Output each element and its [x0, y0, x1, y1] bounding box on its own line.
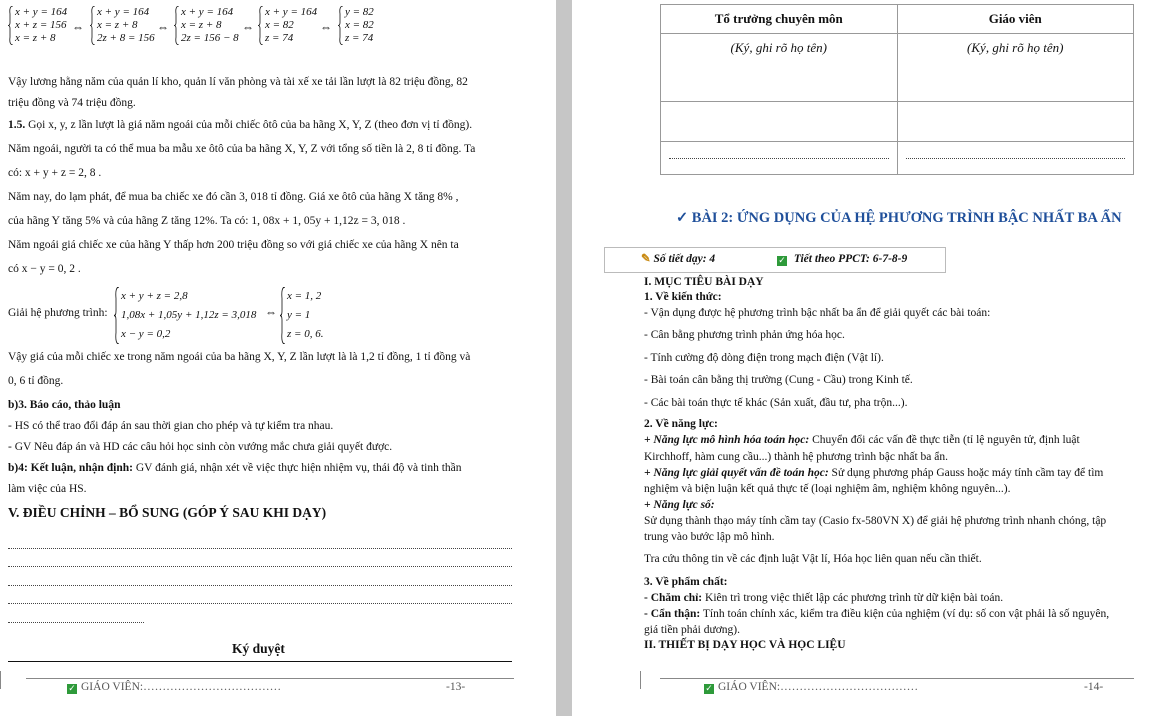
equation-system-2: x + y = 164 x = z + 8 2z + 8 = 156	[90, 6, 155, 45]
competency-label: + Năng lực giải quyết vấn đề toán học:	[644, 467, 829, 479]
paragraph-line: Sử dụng thành thạo máy tính cầm tay (Casio fx-580VN X) để giải hệ phương trình nhanh chóng, tập	[644, 515, 1107, 527]
equivalence-symbol: ⇔	[265, 305, 277, 319]
rule-line	[8, 661, 512, 662]
brace-icon	[258, 6, 263, 45]
checkbox-icon: ✓	[778, 256, 786, 266]
dotted-line	[8, 603, 512, 604]
section-heading: b)3. Báo cáo, thảo luận	[8, 399, 121, 411]
paragraph-line: - Chăm chỉ: Kiên trì trong việc thiết lập các phương trình từ dữ kiện bài toán.	[644, 592, 1004, 604]
dotted-line	[8, 566, 512, 567]
section-heading: V. ĐIỀU CHỈNH – BỔ SUNG (GÓP Ý SAU KHI DẠY)	[8, 505, 327, 520]
competency-label: + Năng lực số:	[644, 499, 715, 511]
paragraph-line: có: x + y + z = 2, 8 .	[8, 167, 102, 179]
checkbox-icon: ✓	[705, 684, 713, 694]
paragraph-line: của hãng Y tăng 5% và của hãng Z tăng 12%. Ta có: 1, 08x + 1, 05y + 1,12z = 3, 018 .	[8, 215, 406, 227]
footer-rule	[26, 678, 514, 679]
quality-label: - Chăm chỉ:	[644, 592, 703, 604]
paragraph-line: + Năng lực mô hình hóa toán học: Chuyển đổi các vấn đề thực tiễn (tỉ lệ nguyên tử, định luật	[644, 434, 1080, 446]
footer-teacher: ✓ GIÁO VIÊN:………………………………	[68, 681, 282, 694]
table-header-cell: Tổ trưởng chuyên môn	[661, 5, 898, 34]
brace-icon	[114, 287, 119, 344]
pencil-icon: ✎	[641, 253, 651, 265]
section-label: b)4: Kết luận, nhận định:	[8, 462, 133, 474]
paragraph-line: làm việc của HS.	[8, 483, 87, 495]
brace-icon	[338, 6, 343, 45]
paragraph-line: b)4: Kết luận, nhận định: GV đánh giá, nhận xét về việc thực hiện nhiệm vụ, thái độ và tinh thần	[8, 462, 462, 474]
list-item: - GV Nêu đáp án và HD các câu hỏi học sinh còn vướng mắc chưa giải quyết được.	[8, 441, 393, 453]
page-corner-mark	[630, 671, 641, 689]
subsection-heading: 2. Về năng lực:	[644, 418, 718, 430]
brace-icon	[8, 6, 13, 45]
footer-teacher: ✓ GIÁO VIÊN:………………………………	[705, 681, 919, 694]
paragraph-line: Tra cứu thông tin về các định luật Vật lí, Hóa học liên quan nếu cần thiết.	[644, 553, 982, 565]
paragraph-line: Năm ngoái giá chiếc xe của hãng Y thấp hơn 200 triệu đồng so với giá chiếc xe của hãng X nên ta	[8, 239, 459, 251]
equivalence-symbol: ⇔	[157, 20, 169, 34]
signature-table	[660, 4, 1134, 175]
equation-system-5: y = 82 x = 82 z = 74	[338, 6, 374, 45]
periods-count: ✎ Số tiết dạy: 4	[641, 253, 716, 265]
paragraph-line: + Năng lực giải quyết vấn đề toán học: Sử dụng phương pháp Gauss hoặc máy tính cầm tay để tìm	[644, 467, 1104, 479]
dotted-line	[8, 548, 512, 549]
paragraph-line: triệu đồng và 74 triệu đồng.	[8, 97, 136, 109]
table-cell	[897, 142, 1134, 175]
ppct-periods: ✓ Tiết theo PPCT: 6-7-8-9	[778, 253, 908, 266]
section-heading: I. MỤC TIÊU BÀI DẠY	[644, 276, 764, 288]
table-cell: (Ký, ghi rõ họ tên)	[661, 34, 898, 102]
footer-rule	[660, 678, 1134, 679]
page-corner-mark	[0, 671, 11, 689]
table-cell	[661, 102, 898, 142]
paragraph-line: - Cẩn thận: Tính toán chính xác, kiểm tra điều kiện của nghiệm (ví dụ: số con vật phải là số nguyên,	[644, 608, 1110, 620]
list-item: - Bài toán cân bằng thị trường (Cung - Cầu) trong Kinh tế.	[644, 374, 913, 386]
checkbox-icon: ✓	[68, 684, 76, 694]
section-heading: II. THIẾT BỊ DẠY HỌC VÀ HỌC LIỆU	[644, 639, 846, 651]
paragraph-line: Vậy lương hằng năm của quản lí kho, quản lí văn phòng và tài xế xe tải lần lượt là 82 triệu đồng, 82	[8, 76, 468, 88]
approval-label: Ký duyệt	[232, 641, 285, 656]
document-page-14	[572, 0, 1152, 716]
list-item: - Tính cường độ dòng điện trong mạch điện (Vật lí).	[644, 352, 884, 364]
document-page-13	[0, 0, 556, 716]
lesson-title: ✓ BÀI 2: ỨNG DỤNG CỦA HỆ PHƯƠNG TRÌNH BẬC NHẤT BA ẨN	[676, 210, 1122, 226]
brace-icon	[280, 287, 285, 344]
equation-system-4: x + y = 164 x = 82 z = 74	[258, 6, 317, 45]
paragraph-line: trung vào bước lập mô hình.	[644, 531, 775, 543]
page-number: -13-	[446, 681, 466, 693]
solve-system: x + y + z = 2,8 1,08x + 1,05y + 1,12z = 3,018 x − y = 0,2	[114, 287, 256, 344]
page-number: -14-	[1084, 681, 1104, 693]
list-item: - Các bài toán thực tế khác (Sản xuất, đầu tư, pha trộn...).	[644, 397, 908, 409]
paragraph-line: Vậy giá của mỗi chiếc xe trong năm ngoái của ba hãng X, Y, Z lần lượt là là 1,2 tỉ đồng, 1 tỉ đồng và	[8, 351, 471, 363]
brace-icon	[174, 6, 179, 45]
table-header-cell: Giáo viên	[897, 5, 1134, 34]
dotted-line	[8, 622, 144, 623]
paragraph-line: nghiệm và biện luận kết quả thực tế (loại nghiệm âm, nghiệm không nguyên...).	[644, 483, 1011, 495]
solve-label: Giải hệ phương trình:	[8, 307, 108, 319]
paragraph-line: giá tiền phải dương).	[644, 624, 740, 636]
paragraph-line: 0, 6 tỉ đồng.	[8, 375, 64, 387]
paragraph-line: Năm nay, do lạm phát, để mua ba chiếc xe đó cần 3, 018 tỉ đồng. Giá xe ôtô của hãng X tăng 8% ,	[8, 191, 459, 203]
equivalence-symbol: ⇔	[72, 20, 84, 34]
quality-label: - Cẩn thận:	[644, 608, 701, 620]
subsection-heading: 1. Về kiến thức:	[644, 291, 722, 303]
equivalence-symbol: ⇔	[242, 20, 254, 34]
lesson-info-box	[604, 247, 946, 273]
exercise-number: 1.5.	[8, 119, 26, 131]
paragraph-line: Năm ngoái, người ta có thể mua ba mẫu xe ôtô của ba hãng X, Y, Z với tổng số tiền là 2, 8 tỉ đồng. Ta	[8, 143, 476, 155]
list-item: - Cân bằng phương trình phản ứng hóa học.	[644, 329, 845, 341]
competency-label: + Năng lực mô hình hóa toán học:	[644, 434, 810, 446]
paragraph-line: Kirchhoff, hàm cung cầu...) thành hệ phương trình bậc nhất ba ẩn.	[644, 451, 948, 463]
solve-result: x = 1, 2 y = 1 z = 0, 6.	[280, 287, 323, 344]
table-cell: (Ký, ghi rõ họ tên)	[897, 34, 1134, 102]
table-cell	[897, 102, 1134, 142]
paragraph-line: có x − y = 0, 2 .	[8, 263, 81, 275]
table-cell	[661, 142, 898, 175]
list-item: - Vận dụng được hệ phương trình bậc nhất ba ẩn để giải quyết các bài toán:	[644, 307, 991, 319]
dotted-line	[8, 585, 512, 586]
paragraph-line: 1.5. Gọi x, y, z lần lượt là giá năm ngoái của mỗi chiếc ôtô của ba hãng X, Y, Z (theo đơn vị tỉ đồng).	[8, 119, 473, 131]
equation-system-3: x + y = 164 x = z + 8 2z = 156 − 8	[174, 6, 239, 45]
brace-icon	[90, 6, 95, 45]
equation-system-1: x + y = 164 x + z = 156 x = z + 8	[8, 6, 67, 45]
equivalence-symbol: ⇔	[320, 20, 332, 34]
subsection-heading: 3. Về phẩm chất:	[644, 576, 728, 588]
list-item: - HS có thể trao đổi đáp án sau thời gian cho phép và tự kiểm tra nhau.	[8, 420, 334, 432]
